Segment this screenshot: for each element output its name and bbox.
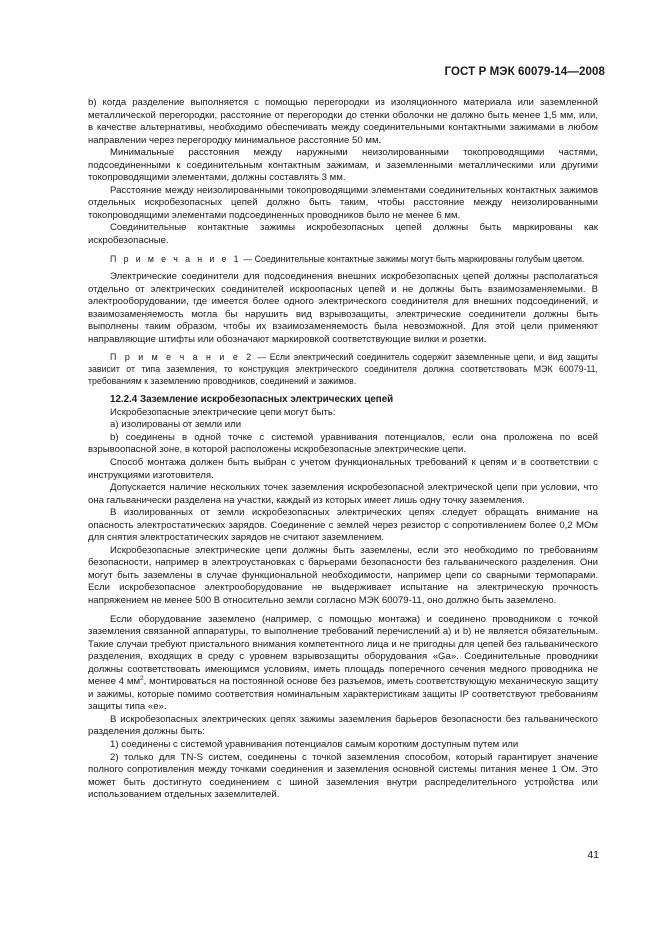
paragraph-installation-method: Способ монтажа должен быть выбран с учетом функциональных требований к цепям и в соответствии с инструкциями изготовителя. (88, 456, 598, 481)
note-2-label: П р и м е ч а н и е 2 (110, 352, 254, 363)
document-header: ГОСТ Р МЭК 60079-14—2008 (444, 66, 605, 78)
paragraph-barrier-terminals: В искробезопасных электрических цепях зажимы заземления барьеров безопасности без гальванического разделения должны быть: (88, 713, 598, 738)
document-body (88, 97, 598, 802)
page-number: 41 (587, 849, 599, 861)
note-1 (88, 254, 598, 266)
paragraph-min-distance: Минимальные расстояния между наружными неизолированными токопроводящими частями, подсоединенными к соединительным контактным зажимам, и заземленными металлическими или другими токопроводящими элементами, должны составлять 3 мм. (88, 147, 598, 184)
note-1-text: — Соединительные контактные зажимы могут быть маркированы голубым цветом. (240, 253, 585, 264)
note-1-label: П р и м е ч а н и е 1 (110, 253, 241, 264)
paragraph-item-1: 1) соединены с системой уравнивания потенциалов самым коротким доступным путем или (110, 738, 519, 750)
superscript-2: 2 (140, 675, 144, 683)
paragraph-distance-between-terminals: Расстояние между неизолированными токопроводящими элементами соединительных контактных зажимов отдельных искробезопасных цепей должно быть таким, чтобы расстояние между неизолированными токопроводящими элементами подсоединенных проводников было не менее 6 мм. (88, 184, 598, 221)
paragraph-b-partition: b) когда разделение выполняется с помощью перегородки из изоляционного материала или заземленной металлической перегородки, расстояние от перегородки до стенки оболочки не должно быть менее 1,5 мм, или, в качестве альтернативы, необходимо обеспечивать между соединительными контактными зажимами в любом направлении через перегородку минимальное расстояние 50 мм. (88, 97, 598, 146)
note-2-text: — Если электрический соединитель содержит заземленные цепи, и вид защиты зависит от типа заземления, то конструкция электрического соединителя должна соответствовать МЭК 60079-11, требованиям к заземлению проводников, соединений и зажимов. (88, 352, 598, 386)
paragraph-multiple-earth-points: Допускается наличие нескольких точек заземления искробезопасной электрической цепи при условии, что она гальванически разделена на участки, каждый из которых имеет лишь одну точку заземления. (88, 482, 598, 506)
paragraph-circuits-may-be: Искробезопасные электрические цепи могут быть: (110, 406, 336, 418)
paragraph-electrostatic: В изолированных от земли искробезопасных электрических цепях следует обращать внимание на опасность электростатических зарядов. Соединение с землей через резистор с сопротивлением более 0,2 МОм для снятия электростатических зарядов не считают заземлением. (88, 507, 598, 544)
paragraph-item-a: а) изолированы от земли или (110, 419, 242, 431)
note-2 (88, 352, 598, 387)
paragraph-earthing-required: Искробезопасные электрические цепи должны быть заземлены, если это необходимо по требованиям безопасности, например в электроустановках с барьерами безопасности без гальванического разделения. Они могут быть заземлены в случае функциональной необходимости, например цепи со сварными термопарами. Если искробезопасное электрооборудование не выдерживает испытание на электрическую прочность напряжением не менее 500 В относительно земли согласно МЭК 60079-11, оно должно быть заземлено. (88, 544, 598, 606)
paragraph-bonding-text: Если оборудование заземлено (например, с помощью монтажа) и соединено проводником с точкой заземления связанной аппаратуры, то выполнение требований перечислений а) и b) не является обязательным. Такие случаи требуют пристального внимания компетентного лица и не пригодны для цепей без гальванического разделения, входящих в среду с уровнем взрывозащиты оборудования «Ga». Соединительные проводники должны соответствовать имеющимся условиям, иметь площадь поперечного сечения медного проводника не менее 4 мм (88, 613, 598, 688)
paragraph-bonding-text-end: , монтироваться на постоянной основе без разъемов, иметь соответствующую механическую защиту и зажимы, которые помимо соответствия номинальным характеристикам защиты IP соответствуют требованиям защиты типа «е». (88, 676, 598, 713)
paragraph-terminal-marking: Соединительные контактные зажимы искробезопасных цепей должны быть маркированы как искробезопасные. (88, 222, 598, 247)
paragraph-connectors: Электрические соединители для подсоединения внешних искробезопасных цепей должны располагаться отдельно от электрических соединителей искроопасных цепей и не должны быть взаимозаменяемыми. В электрооборудовании, где имеется более одного электрического соединителя для внешних подсоединений, и взаимозаменяемость могла бы нарушить вид взрывозащиты, электрические соединители должны быть выполнены таким образом, чтобы их взаимозаменяемость была невозможной. Для этой цели применяют направляющие штифты или обозначают маркировкой соответствующие вилки и розетки. (88, 271, 598, 345)
paragraph-bonding (88, 614, 598, 714)
paragraph-item-b: b) соединены в одной точке с системой уравнивания потенциалов, если она проложена по всей взрывоопасной зоне, в которой расположены искробезопасные электрические цепи. (88, 431, 598, 456)
paragraph-item-2: 2) только для TN-S систем, соединены с точкой заземления способом, который гарантирует значение полного сопротивления между точками соединения и заземления основной системы питания менее 1 Ом. Это может быть достигнуто соединением с шиной заземления внутри распределительного устройства или использованием отдельных заземлителей. (88, 751, 598, 801)
section-heading: 12.2.4 Заземление искробезопасных электрических цепей (110, 394, 394, 406)
